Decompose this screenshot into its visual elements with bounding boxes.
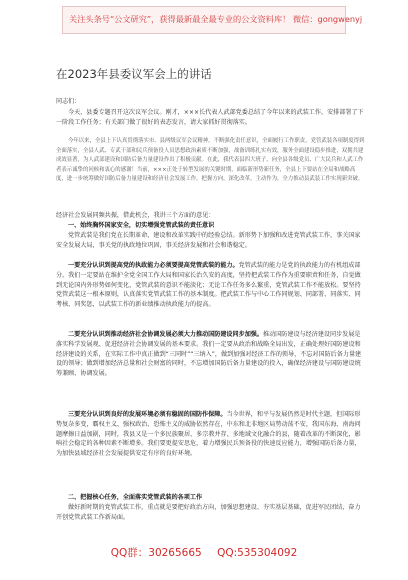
point-1	[56, 261, 366, 310]
point-2	[56, 330, 366, 379]
banner-text: 关注头条号“公文研究”，获得最新最全最专业的公文资料库！ 微信：gongwenyj	[69, 14, 363, 24]
point-2-heading: 二要充分认识到推动经济社会协调发展必须大力推动国防建设同步加强。	[68, 331, 263, 338]
footer-contact	[0, 545, 408, 560]
paragraph-1: 今天，县委专题召开这次议军会议。刚才，×××长代表人武部党委总结了今年以来的武装工作，安排部署了下一阶段工作任务；有关部门做了很好的表态发言，请大家抓好贯彻落实。	[56, 109, 364, 126]
section-heading-2: 二、把握核心任务，全面落实党管武装的各项工作	[68, 494, 203, 501]
paragraph-4: 党管武装是我们党在长期革命、建设和改革实践中的经验总结。新形势下加强和改进党管武装工作，事关国家安全发展大局，事关党的执政地位巩固，事关经济发展和社会和谐稳定。	[56, 232, 361, 249]
point-1-text: 党管武装的能力是党的执政能力的有机组成部分。我们一定要站在维护全党全国工作大局和国家长治久安的高度，坚持把武装工作作为重要职责和任务，自觉做到无论国内外形势如何变化，党管武装的意识不能淡化；无论工作任务多么繁重，党管武装工作不能放松。要坚持党管武装这一根本原则，认真落实党管武装工作的基本制度。把武装工作与中心工作同规划、同部署、同落实、同考核、同奖惩，以武装工作的新业绩推动执政能力的提高。	[56, 262, 361, 309]
header-banner	[62, 6, 363, 34]
paragraph-8: 做好新时期的党管武装工作，重点就是要把好政治方向，加强思想建设、夯实基层基础，促进军民团结，奋力开创党管武装工作新局面。	[56, 504, 361, 521]
salutation: 同志们：	[56, 98, 81, 105]
point-1-heading: 一要充分认识到提高党的执政能力必须要提高党管武装的能力。	[68, 262, 239, 269]
point-3-heading: 三要充分认识到良好的发展环境必须有稳固的国防作保障。	[68, 411, 227, 418]
point-3	[56, 410, 366, 459]
paragraph-2: 今年以来，全县上下认真贯彻落实市、县两级议军会议精神，不断强化责任意识，全面履行工作职责，党管武装各项制度得到全面落实，全县人武、专武干部和民兵预备役人员思想政治素质不断加强，战备训练扎实有效，服务全面建设稳步推进，双拥共建成效显著，为人武部建设和国防后备力量建设作出了积极贡献。在此，我代表县四大班子，向全县各级党员、广大民兵和人武工作者表示诚挚的问候和衷心的感谢！当前，×××正处于转型发展的关键时期，面临新形势新任务，全县上下要站在全局和战略高度，进一步统筹做好国防后备力量建设和经济社会发展工作，把握方向，深化改革，主动作为，全力推动县武装工作实现新突破。	[56, 138, 365, 183]
document-title: 在2023年县委议军会上的讲话	[56, 67, 212, 81]
footer-qq-group: QQ群：30265665	[110, 547, 202, 559]
footer-qq: QQ:535304092	[217, 547, 298, 559]
paragraph-3: 经济社会发展同频共振，借此机会，我讲三个方面的意见：	[56, 212, 215, 219]
section-heading-1: 一、始终胸怀国家安全，切实增强党管武装的责任意识	[68, 222, 215, 229]
point-2-text: 推动国防建设与经济建设同步发展是落实科学发展观、促进经济社会协调发展的基本要求。我们一定要从政治和战略全局出发，正确处理好国防建设和经济建设的关系，在实际工作中真正做到“三同时”“三纳入”，做到加强对经济工作的领导，不忘对国防后备力量建设的领导；做到增加经济总量和社会财富的同时，不忘增加国防后备力量建设的投入，确保经济建设与国防建设统筹兼顾、协调发展。	[56, 331, 362, 378]
point-3-text: 当今世界，和平与发展仍然是时代主题，但国际形势复杂多变，霸权主义、强权政治、恐怖主义的威胁依然存在，中东和北非地区局势动荡不安，我国东海、南海问题摩擦日益加剧，同时，我县又是一个多民族聚居、多宗教并存、多地域文化融合的县，随着改革的不断深化，影响社会稳定的各种因素不断增多。我们要更提安思危，着力增强民兵预备役的快速反应能力，增强国防后备力量，为加快县域经济社会发展提供安定有序的良好环境。	[56, 411, 361, 458]
